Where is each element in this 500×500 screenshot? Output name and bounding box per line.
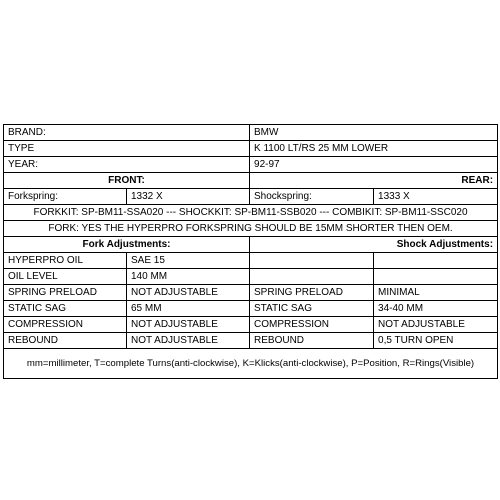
adjustment-headings-row [4, 237, 498, 253]
fork-adjust-label: STATIC SAG [4, 301, 127, 317]
adjustment-row [4, 317, 498, 333]
fork-adjust-value: NOT ADJUSTABLE [127, 333, 250, 349]
shock-adjust-label: STATIC SAG [250, 301, 374, 317]
adjustment-row [4, 301, 498, 317]
year-label: YEAR: [4, 157, 250, 173]
year-row [4, 157, 498, 173]
shock-adjust-value [374, 253, 498, 269]
rear-heading: REAR: [250, 173, 498, 189]
fork-adjust-value: SAE 15 [127, 253, 250, 269]
spring-row [4, 189, 498, 205]
legend-text: mm=millimeter, T=complete Turns(anti-clockwise), K=Klicks(anti-clockwise), P=Position, R=Rings(Visible) [4, 349, 498, 379]
fork-adjust-value: 65 MM [127, 301, 250, 317]
brand-label: BRAND: [4, 125, 250, 141]
fork-adjust-label: COMPRESSION [4, 317, 127, 333]
year-value: 92-97 [250, 157, 498, 173]
fork-note-row [4, 221, 498, 237]
fork-adjust-label: REBOUND [4, 333, 127, 349]
shock-adjustments-heading: Shock Adjustments: [250, 237, 498, 253]
shock-adjust-label: COMPRESSION [250, 317, 374, 333]
shock-adjust-value [374, 269, 498, 285]
shock-adjust-label: SPRING PRELOAD [250, 285, 374, 301]
fork-adjust-value: NOT ADJUSTABLE [127, 285, 250, 301]
front-heading: FRONT: [4, 173, 250, 189]
forkspring-label: Forkspring: [4, 189, 127, 205]
forkspring-value: 1332 X [127, 189, 250, 205]
kits-row [4, 205, 498, 221]
adjustment-row [4, 253, 498, 269]
type-row [4, 141, 498, 157]
fork-note: FORK: YES THE HYPERPRO FORKSPRING SHOULD BE 15MM SHORTER THEN OEM. [4, 221, 498, 237]
specification-table [3, 124, 498, 379]
shock-adjust-label [250, 269, 374, 285]
shock-adjust-label: REBOUND [250, 333, 374, 349]
fork-adjust-value: NOT ADJUSTABLE [127, 317, 250, 333]
adjustment-row [4, 333, 498, 349]
shock-adjust-label [250, 253, 374, 269]
fork-adjust-value: 140 MM [127, 269, 250, 285]
adjustment-row [4, 269, 498, 285]
fork-adjust-label: HYPERPRO OIL [4, 253, 127, 269]
shockspring-label: Shockspring: [250, 189, 374, 205]
shockspring-value: 1333 X [374, 189, 498, 205]
fork-adjust-label: OIL LEVEL [4, 269, 127, 285]
adjustment-row [4, 285, 498, 301]
type-value: K 1100 LT/RS 25 MM LOWER [250, 141, 498, 157]
shock-adjust-value: 34-40 MM [374, 301, 498, 317]
shock-adjust-value: NOT ADJUSTABLE [374, 317, 498, 333]
section-headings-row [4, 173, 498, 189]
fork-adjust-label: SPRING PRELOAD [4, 285, 127, 301]
type-label: TYPE [4, 141, 250, 157]
fork-adjustments-heading: Fork Adjustments: [4, 237, 250, 253]
shock-adjust-value: MINIMAL [374, 285, 498, 301]
brand-row [4, 125, 498, 141]
kits-text: FORKKIT: SP-BM11-SSA020 --- SHOCKKIT: SP-BM11-SSB020 --- COMBIKIT: SP-BM11-SSC020 [4, 205, 498, 221]
brand-value: BMW [250, 125, 498, 141]
legend-row [4, 349, 498, 379]
shock-adjust-value: 0,5 TURN OPEN [374, 333, 498, 349]
